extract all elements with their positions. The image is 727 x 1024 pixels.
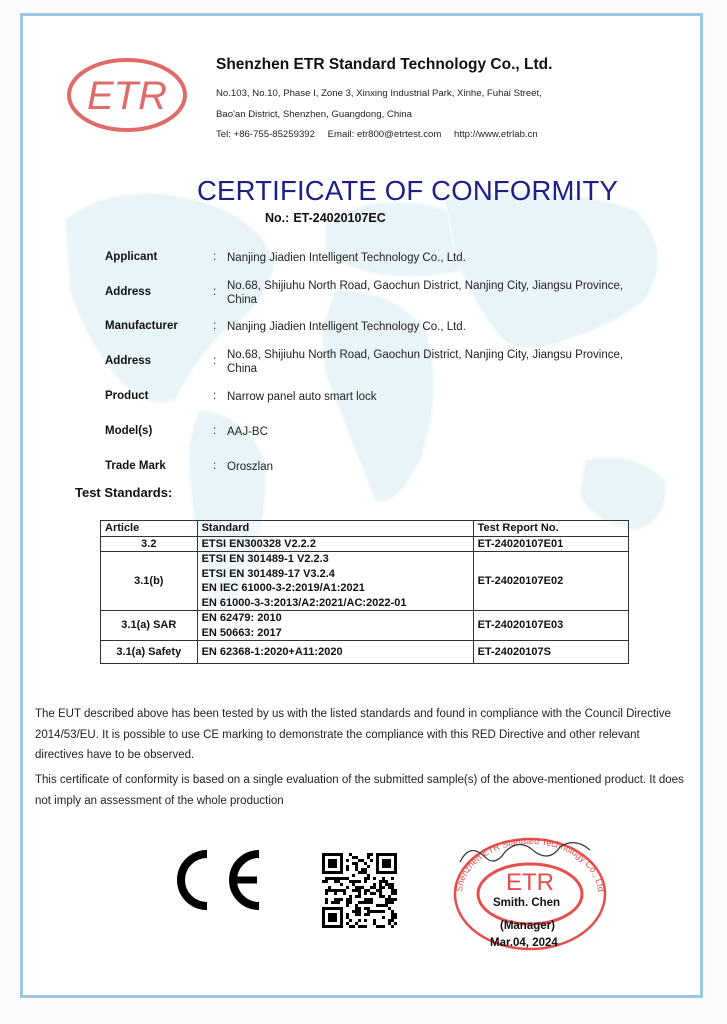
qr-module bbox=[346, 916, 349, 919]
disclaimer-paragraph: This certificate of conformity is based on a single evaluation of the submitted sample(s) of the above-mentioned product. It does not imply an assessment of the whole production bbox=[35, 774, 684, 807]
qr-module bbox=[346, 868, 349, 871]
qr-module bbox=[388, 883, 391, 886]
stamp-ring-text: Shenzhen ETR Standard Technology Co., Ltd bbox=[453, 835, 606, 893]
qr-module bbox=[358, 907, 361, 910]
qr-module bbox=[337, 901, 340, 904]
qr-module bbox=[337, 880, 340, 883]
qr-module bbox=[337, 889, 340, 892]
qr-module bbox=[388, 895, 391, 898]
qr-module bbox=[391, 913, 394, 916]
qr-module bbox=[337, 898, 340, 901]
qr-module bbox=[346, 898, 349, 901]
qr-module bbox=[349, 901, 352, 904]
qr-module bbox=[346, 886, 349, 889]
qr-module bbox=[358, 901, 361, 904]
company-address-line2: Bao'an District, Shenzhen, Guangdong, China bbox=[216, 108, 412, 120]
qr-module bbox=[358, 859, 361, 862]
qr-module bbox=[382, 910, 385, 913]
qr-module bbox=[382, 925, 385, 928]
qr-module bbox=[355, 922, 358, 925]
qr-module bbox=[379, 886, 382, 889]
qr-module bbox=[328, 886, 331, 889]
qr-code-icon[interactable] bbox=[322, 853, 397, 928]
qr-module bbox=[355, 886, 358, 889]
qr-module bbox=[346, 859, 349, 862]
standard-item: EN IEC 61000-3-2:2019/A1:2021 bbox=[201, 582, 365, 594]
qr-module bbox=[370, 853, 373, 856]
qr-module bbox=[379, 904, 382, 907]
standard-item: EN 62368-1:2020+A11:2020 bbox=[201, 645, 343, 658]
company-contacts bbox=[216, 125, 552, 146]
certificate-number-value: ET-24020107EC bbox=[293, 211, 386, 225]
qr-module bbox=[391, 883, 394, 886]
table-row bbox=[101, 552, 629, 611]
qr-module bbox=[364, 898, 367, 901]
field-colon: : bbox=[213, 390, 217, 402]
field-colon: : bbox=[213, 251, 217, 263]
qr-module bbox=[340, 889, 343, 892]
qr-module bbox=[391, 886, 394, 889]
qr-module bbox=[328, 877, 331, 880]
qr-module bbox=[370, 886, 373, 889]
qr-module bbox=[334, 889, 337, 892]
certificate-title: CERTIFICATE OF CONFORMITY bbox=[196, 175, 619, 206]
standard-item: EN 62479: 2010 bbox=[201, 612, 282, 624]
field-value: No.68, Shijiuhu North Road, Gaochun District, Nanjing City, Jiangsu Province, China bbox=[227, 280, 624, 306]
qr-module bbox=[367, 874, 370, 877]
qr-module bbox=[370, 859, 373, 862]
qr-module bbox=[367, 913, 370, 916]
cell-standard bbox=[197, 536, 473, 552]
company-header bbox=[216, 56, 552, 146]
qr-module bbox=[352, 856, 355, 859]
field-label: Address bbox=[105, 355, 152, 367]
qr-module bbox=[340, 877, 343, 880]
company-email[interactable]: Email: etr800@etrtest.com bbox=[327, 129, 442, 140]
qr-module bbox=[364, 889, 367, 892]
qr-module bbox=[364, 871, 367, 874]
qr-module bbox=[340, 883, 343, 886]
standard-item: ETSI EN 301489-1 V2.2.3 bbox=[201, 553, 329, 565]
qr-module bbox=[373, 883, 376, 886]
qr-module bbox=[331, 901, 334, 904]
qr-module bbox=[349, 925, 352, 928]
qr-module bbox=[325, 898, 328, 901]
qr-module bbox=[388, 901, 391, 904]
qr-module bbox=[322, 880, 325, 883]
qr-module bbox=[385, 883, 388, 886]
table-row bbox=[101, 536, 629, 552]
field-label: Trade Mark bbox=[105, 460, 166, 472]
qr-module bbox=[334, 880, 337, 883]
qr-module bbox=[355, 868, 358, 871]
qr-module bbox=[382, 877, 385, 880]
qr-module bbox=[376, 925, 379, 928]
field-value: Nanjing Jiadien Intelligent Technology Co., Ltd. bbox=[227, 252, 466, 264]
qr-module bbox=[361, 871, 364, 874]
field-label: Applicant bbox=[105, 251, 158, 263]
qr-module bbox=[334, 901, 337, 904]
qr-module bbox=[391, 925, 394, 928]
qr-module bbox=[382, 880, 385, 883]
cell-report: ET-24020107E01 bbox=[473, 536, 628, 552]
qr-module bbox=[373, 886, 376, 889]
qr-module bbox=[367, 898, 370, 901]
qr-module bbox=[367, 877, 370, 880]
qr-module bbox=[340, 898, 343, 901]
field-value: Oroszlan bbox=[227, 461, 274, 473]
qr-module bbox=[394, 889, 397, 892]
signatory-name: Smith. Chen bbox=[493, 897, 561, 909]
qr-module bbox=[370, 892, 373, 895]
qr-module bbox=[364, 868, 367, 871]
qr-module bbox=[346, 913, 349, 916]
qr-module bbox=[346, 877, 349, 880]
qr-module bbox=[358, 889, 361, 892]
header-article: Article bbox=[101, 521, 198, 537]
qr-module bbox=[358, 910, 361, 913]
qr-module bbox=[352, 889, 355, 892]
qr-module bbox=[358, 892, 361, 895]
cell-article: 3.1(b) bbox=[101, 552, 198, 611]
qr-module bbox=[391, 898, 394, 901]
qr-module bbox=[367, 910, 370, 913]
qr-module bbox=[358, 880, 361, 883]
qr-module bbox=[367, 907, 370, 910]
qr-module bbox=[373, 877, 376, 880]
qr-module bbox=[325, 889, 328, 892]
header-standard: Standard bbox=[197, 521, 473, 537]
qr-module bbox=[376, 910, 379, 913]
standard-item: ETSI EN300328 V2.2.2 bbox=[201, 537, 316, 550]
qr-module bbox=[325, 901, 328, 904]
cell-standard bbox=[197, 611, 473, 641]
qr-module bbox=[385, 880, 388, 883]
qr-module bbox=[337, 877, 340, 880]
qr-module bbox=[358, 895, 361, 898]
qr-module bbox=[334, 898, 337, 901]
qr-module bbox=[394, 922, 397, 925]
company-website[interactable]: http://www.etrlab.cn bbox=[454, 129, 538, 140]
cell-report: ET-24020107E02 bbox=[473, 552, 628, 611]
standard-item: ETSI EN 301489-17 V3.2.4 bbox=[201, 567, 335, 580]
qr-module bbox=[376, 889, 379, 892]
qr-module bbox=[370, 901, 373, 904]
qr-module bbox=[364, 907, 367, 910]
company-name: Shenzhen ETR Standard Technology Co., Ltd. bbox=[216, 56, 553, 73]
qr-module bbox=[346, 904, 349, 907]
cell-article: 3.2 bbox=[101, 536, 198, 552]
qr-module bbox=[382, 916, 385, 919]
qr-module bbox=[361, 886, 364, 889]
qr-module bbox=[391, 901, 394, 904]
qr-module bbox=[361, 868, 364, 871]
qr-module bbox=[391, 892, 394, 895]
cell-standard bbox=[197, 641, 473, 664]
qr-module bbox=[379, 880, 382, 883]
qr-module bbox=[388, 919, 391, 922]
qr-module bbox=[394, 913, 397, 916]
cell-standard bbox=[197, 552, 473, 611]
standard-item: EN 61000-3-3:2013/A2:2021/AC:2022-01 bbox=[201, 596, 407, 609]
qr-module bbox=[391, 877, 394, 880]
field-colon: : bbox=[213, 355, 217, 367]
qr-module bbox=[391, 916, 394, 919]
qr-module bbox=[355, 856, 358, 859]
qr-module bbox=[334, 877, 337, 880]
qr-module bbox=[373, 919, 376, 922]
qr-module bbox=[355, 910, 358, 913]
qr-module bbox=[343, 889, 346, 892]
qr-module bbox=[331, 889, 334, 892]
signature-date: Mar.04, 2024 bbox=[490, 937, 558, 949]
qr-module bbox=[355, 889, 358, 892]
qr-module bbox=[379, 883, 382, 886]
qr-module bbox=[364, 913, 367, 916]
qr-module bbox=[364, 862, 367, 865]
qr-module bbox=[382, 904, 385, 907]
qr-module bbox=[364, 925, 367, 928]
cell-report: ET-24020107S bbox=[473, 641, 628, 664]
qr-module bbox=[391, 910, 394, 913]
qr-module bbox=[346, 865, 349, 868]
qr-module bbox=[358, 925, 361, 928]
qr-module bbox=[346, 922, 349, 925]
qr-module bbox=[355, 880, 358, 883]
qr-module bbox=[352, 862, 355, 865]
qr-module bbox=[349, 919, 352, 922]
qr-module bbox=[388, 886, 391, 889]
qr-module bbox=[379, 895, 382, 898]
standard-item: EN 50663: 2017 bbox=[201, 626, 282, 639]
qr-module bbox=[394, 916, 397, 919]
qr-module bbox=[349, 853, 352, 856]
qr-module bbox=[394, 892, 397, 895]
qr-module bbox=[358, 871, 361, 874]
qr-module bbox=[367, 865, 370, 868]
qr-module bbox=[355, 907, 358, 910]
qr-module bbox=[385, 904, 388, 907]
stamp-center-text: ETR bbox=[506, 869, 554, 896]
qr-module bbox=[382, 886, 385, 889]
field-value: Nanjing Jiadien Intelligent Technology Co., Ltd. bbox=[227, 321, 466, 333]
qr-module bbox=[328, 889, 331, 892]
etr-logo bbox=[65, 56, 190, 134]
qr-module bbox=[343, 877, 346, 880]
qr-module bbox=[355, 895, 358, 898]
cell-article: 3.1(a) Safety bbox=[101, 641, 198, 664]
qr-module bbox=[388, 922, 391, 925]
field-colon: : bbox=[213, 425, 217, 437]
table-row bbox=[101, 611, 629, 641]
qr-module bbox=[373, 922, 376, 925]
qr-module bbox=[361, 925, 364, 928]
qr-module bbox=[364, 892, 367, 895]
qr-module bbox=[334, 892, 337, 895]
qr-module bbox=[379, 889, 382, 892]
qr-module bbox=[325, 892, 328, 895]
qr-module bbox=[379, 910, 382, 913]
qr-module bbox=[352, 883, 355, 886]
signatory-role: (Manager) bbox=[500, 920, 555, 932]
qr-module bbox=[352, 874, 355, 877]
certificate-number bbox=[265, 211, 386, 225]
field-colon: : bbox=[213, 320, 217, 332]
qr-module bbox=[349, 880, 352, 883]
qr-module bbox=[364, 901, 367, 904]
qr-module bbox=[361, 859, 364, 862]
qr-module bbox=[376, 904, 379, 907]
qr-module bbox=[358, 886, 361, 889]
qr-module bbox=[325, 880, 328, 883]
qr-module bbox=[355, 904, 358, 907]
qr-module bbox=[331, 877, 334, 880]
certificate-number-label: No.: bbox=[265, 211, 290, 225]
company-stamp bbox=[440, 832, 620, 952]
test-standards-table bbox=[100, 520, 629, 664]
qr-module bbox=[364, 877, 367, 880]
cell-report: ET-24020107E03 bbox=[473, 611, 628, 641]
qr-module bbox=[367, 889, 370, 892]
qr-module bbox=[373, 910, 376, 913]
qr-module bbox=[391, 919, 394, 922]
field-colon: : bbox=[213, 460, 217, 472]
qr-module bbox=[355, 862, 358, 865]
qr-module bbox=[370, 898, 373, 901]
qr-module bbox=[358, 919, 361, 922]
field-label: Address bbox=[105, 286, 152, 298]
qr-module bbox=[388, 907, 391, 910]
qr-module bbox=[379, 925, 382, 928]
qr-module bbox=[355, 913, 358, 916]
qr-module bbox=[367, 856, 370, 859]
field-value: Narrow panel auto smart lock bbox=[227, 391, 377, 403]
table-header-row bbox=[101, 521, 629, 537]
field-value: AAJ-BC bbox=[227, 426, 268, 438]
qr-module bbox=[364, 880, 367, 883]
qr-module bbox=[325, 877, 328, 880]
qr-module bbox=[373, 892, 376, 895]
qr-module bbox=[349, 898, 352, 901]
qr-module bbox=[379, 892, 382, 895]
company-address-line1: No.103, No.10, Phase I, Zone 3, Xinxing Industrial Park, Xinhe, Fuhai Street, bbox=[216, 88, 542, 99]
field-label: Product bbox=[105, 390, 149, 402]
qr-module bbox=[388, 898, 391, 901]
qr-module bbox=[352, 880, 355, 883]
company-tel: Tel: +86-755-85259392 bbox=[216, 129, 315, 140]
etr-logo-text: ETR bbox=[87, 74, 167, 118]
test-standards-title: Test Standards: bbox=[75, 485, 173, 500]
field-label: Model(s) bbox=[105, 425, 153, 437]
qr-module bbox=[364, 919, 367, 922]
qr-module bbox=[385, 898, 388, 901]
qr-module bbox=[367, 901, 370, 904]
qr-module bbox=[361, 901, 364, 904]
qr-module bbox=[352, 925, 355, 928]
field-value: No.68, Shijiuhu North Road, Gaochun District, Nanjing City, Jiangsu Province, China bbox=[227, 349, 624, 375]
field-colon: : bbox=[213, 286, 217, 298]
qr-module bbox=[355, 865, 358, 868]
qr-module bbox=[385, 901, 388, 904]
qr-module bbox=[391, 889, 394, 892]
qr-module bbox=[346, 901, 349, 904]
compliance-paragraph: The EUT described above has been tested by us with the listed standards and found in compliance with the Council Directive 2014/53/EU. It is possible to use CE marking to demonstrate the compliance with this RED Directive and other relevant directives have to be observed. bbox=[35, 708, 671, 761]
qr-module bbox=[370, 910, 373, 913]
header-report: Test Report No. bbox=[473, 521, 628, 537]
table-row bbox=[101, 641, 629, 664]
qr-module bbox=[367, 853, 370, 856]
qr-module bbox=[349, 895, 352, 898]
qr-module bbox=[358, 913, 361, 916]
qr-module bbox=[343, 892, 346, 895]
cell-article: 3.1(a) SAR bbox=[101, 611, 198, 641]
qr-module bbox=[352, 910, 355, 913]
field-label: Manufacturer bbox=[105, 320, 178, 332]
qr-module bbox=[394, 898, 397, 901]
ce-mark-icon bbox=[163, 848, 263, 912]
qr-module bbox=[382, 895, 385, 898]
